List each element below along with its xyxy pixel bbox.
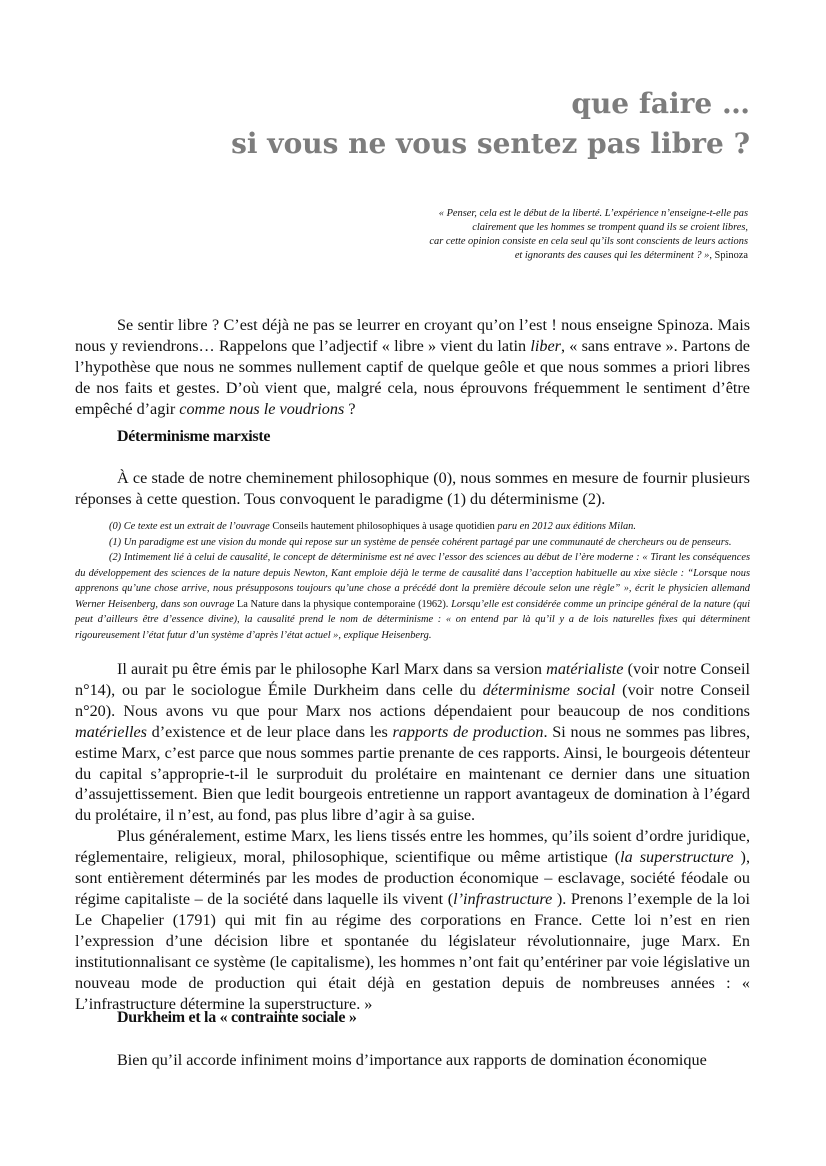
footnote-1: (1) Un paradigme est une vision du monde qui repose sur un système de pensée cohérent partagé par une communauté de chercheurs ou de penseurs. — [109, 536, 732, 548]
title-line-1: que faire … — [571, 87, 750, 120]
emphasis: liber — [530, 336, 561, 355]
title-line-2: si vous ne vous sentez pas libre ? — [231, 127, 750, 160]
section2-paragraph: Bien qu’il accorde infiniment moins d’importance aux rapports de domination économique — [117, 1051, 707, 1069]
epigraph-author: , Spinoza — [709, 250, 748, 261]
section1-paragraph: À ce stade de notre cheminement philosophique (0), nous sommes en mesure de fournir plusieurs réponses à cette question. Tous convoquent le paradigme (1) du déterminisme (2). — [75, 469, 750, 508]
epigraph-quote — [328, 207, 748, 263]
epigraph-line: « Penser, cela est le début de la liberté. L’expérience n’enseigne-t-elle pas — [438, 208, 748, 219]
emphasis: comme nous le voudrions — [179, 399, 345, 418]
footnote-0: (0) Ce texte est un extrait de l’ouvrage Conseils hautement philosophiques à usage quotidien paru en 2012 aux éditions Milan. — [109, 521, 636, 532]
intro-paragraph: Se sentir libre ? C’est déjà ne pas se leurrer en croyant qu’on l’est ! nous enseigne Spinoza. Mais nous y reviendrons… Rappelons que l’adjectif « libre » vient du latin liber, « sans entrave ». Partons de l’hypothèse que nous ne sommes nullement captif de quelque geôle et que nous sommes a priori libres de nos faits et gestes. D’où vient que, malgré cela, nous éprouvons fréquemment le sentiment d’être empêché d’agir comme nous le voudrions ? — [75, 316, 750, 418]
marx-paragraph-2: Plus généralement, estime Marx, les liens tissés entre les hommes, qu’ils soient d’ordre juridique, réglementaire, religieux, moral, philosophique, scientifique ou même artistique (la superstructure ), sont entièrement déterminés par les modes de production économique – esclavage, société féodale ou régime capitaliste – de la société dans laquelle ils vivent (l’infrastructure ). Prenons l’exemple de la loi Le Chapelier (1791) qui mit fin au régime des corporations en France. Cette loi n’est en rien l’expression d’une décision libre et spontanée du législateur révolutionnaire, juge Marx. En institutionnalisant ce système (le capitalisme), les hommes n’ont fait qu’entériner par voie législative un nouveau mode de production qui était déjà en gestation depuis de nombreuses années : « L’infrastructure détermine la superstructure. » — [75, 827, 750, 1013]
section-heading-marxist-determinism: Déterminisme marxiste — [117, 428, 271, 445]
epigraph-line: car cette opinion consiste en cela seul qu’ils sont conscients de leurs actions — [429, 236, 748, 247]
section-heading-durkheim: Durkheim et la « contrainte sociale » — [117, 1009, 357, 1026]
footnote-2: (2) Intimement lié à celui de causalité, le concept de déterminisme est né avec l’essor des sciences au début de l’ère moderne : « Tirant les conséquences du développement des sciences de la nature depuis Newton, Kant emploie déjà le terme de causalité dans l’acception habituelle au xixe siècle : “Lorsque nous apprenons qu’une chose arrive, nous présupposons toujours qu’une chose a précédé dont la première découle selon une règle” », écrit le physicien allemand Werner Heisenberg, dans son ouvrage La Nature dans la physique contemporaine (1962). Lorsqu’elle est considérée comme un principe général de la nature (qui peut d’ailleurs être d’essence divine), la causalité prend le nom de déterminisme : « on entend par là qu’il y a de lois naturelles fixes qui déterminent rigoureusement l’état futur d’un système d’après l’état actuel », explique Heisenberg. — [75, 552, 750, 641]
epigraph-line: clairement que les hommes se trompent quand ils se croient libres, — [472, 222, 748, 233]
footnotes — [75, 519, 750, 643]
body-paragraphs — [75, 659, 750, 1014]
epigraph-line: et ignorants des causes qui les déterminent ? », Spinoza — [514, 250, 748, 261]
marx-paragraph-1: Il aurait pu être émis par le philosophe Karl Marx dans sa version matérialiste (voir notre Conseil n°14), ou par le sociologue Émile Durkheim dans celle du déterminisme social (voir notre Conseil n°20). Nous avons vu que pour Marx nos actions dépendaient pour beaucoup de nos conditions matérielles d’existence et de leur place dans les rapports de production. Si nous ne sommes pas libres, estime Marx, c’est parce que nous sommes partie prenante de ces rapports. Ainsi, le bourgeois détenteur du capital s’approprie-t-il le surproduit du prolétaire en maintenant ce dernier dans une situation d’assujettissement. Bien que ledit bourgeois entretienne un rapport avantageux de domination à l’égard du prolétaire, il n’est, au fond, pas plus libre d’agir à sa guise. — [75, 660, 750, 825]
